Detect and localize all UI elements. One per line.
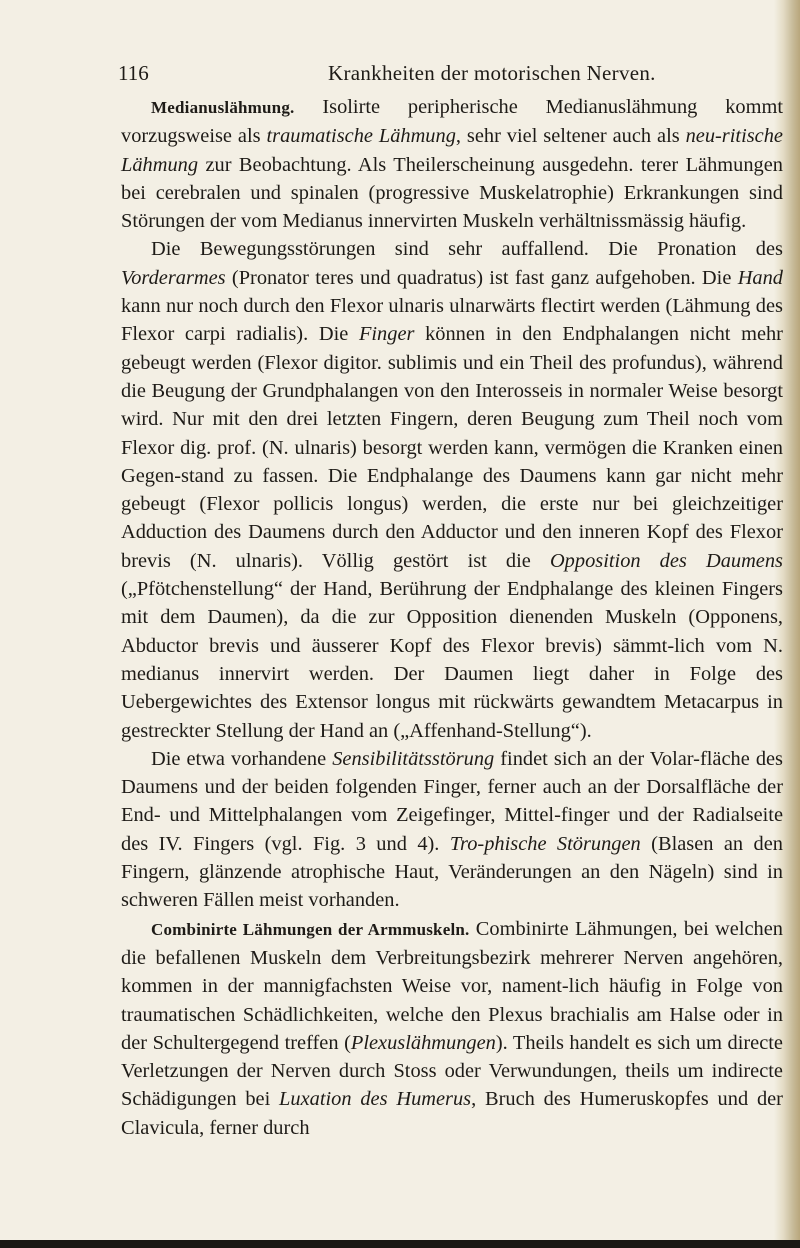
paragraph-medianuslaehmung [121,93,783,235]
sidehead-medianuslaehmung: Medianuslähmung. [151,98,295,117]
text-run: Die Bewegungsstörungen sind sehr auffallend. Die Pronation des [151,238,783,261]
paragraph-bewegungsstoerungen [121,235,783,744]
text-run: Combinirte Lähmungen, bei welchen die befallenen Muskeln dem Verbreitungsbezirk mehrerer Nerven angehören, kommen in der mannigfachsten Weise vor, nament-lich häufig in Folge von traumatischen Schädlichkeiten, welche den Plexus brachialis am Halse oder in der Schultergegend treffen ( [121,917,783,1054]
emphasis-run: Tro-phische Störungen [449,832,641,855]
emphasis-run: Finger [358,323,415,346]
page-number: 116 [118,61,149,85]
text-run: (Blasen an den Fingern, glänzende atrophische Haut, Veränderungen an den Nägeln) sind in schweren Fällen meist vorhanden. [121,832,783,912]
paragraph-combinirte-laehmungen [121,915,783,1142]
text-run: , Bruch des Humeruskopfes und der Clavicula, ferner durch [121,1088,783,1139]
text-run: ). Theils handelt es sich um directe Verletzungen der Nerven durch Stoss oder Verwundungen, theils um indirecte Schädigungen bei [121,1031,783,1111]
emphasis-run: Vorderarmes [121,266,226,289]
emphasis-run: neu-ritische Lähmung [121,125,783,176]
emphasis-run: Sensibilitätsstörung [332,747,495,770]
emphasis-run: Plexuslähmungen [350,1031,496,1054]
text-run: , sehr viel seltener auch als [455,125,686,148]
emphasis-run: Luxation des Humerus [279,1088,472,1111]
page-header [118,58,758,88]
emphasis-run: Hand [737,266,783,289]
text-run: („Pfötchenstellung“ der Hand, Berührung der Endphalange des kleinen Fingers mit dem Daumen), da die zur Opposition dienenden Muskeln (Opponens, Abductor brevis und äusserer Kopf des Flexor brevis) sämmt-lich vom N. medianus innervirt werden. Der Daumen liegt daher in Folge des Uebergewichtes des Extensor longus mit rückwärts gewandtem Metacarpus in gestreckter Stellung der Hand an („Affenhand-Stellung“). [121,578,783,742]
sidehead-combinirte-laehmungen: Combinirte Lähmungen der Armmuskeln. [151,919,470,939]
text-run: kann nur noch durch den Flexor ulnaris ulnarwärts flectirt werden (Lähmung des Flexor carpi radialis). Die [121,295,783,346]
text-run: können in den Endphalangen nicht mehr gebeugt werden (Flexor digitor. sublimis und ein Theil des profundus), während die Beugung der Grundphalangen von den Interosseis in normaler Weise besorgt wird. Nur mit den drei letzten Fingern, deren Beugung zum Theil noch vom Flexor dig. prof. (N. ulnaris) besorgt werden kann, vermögen die Kranken einen Gegen-stand zu fassen. Die Endphalange des Daumens kann gar nicht mehr gebeugt (Flexor pollicis longus) werden, die erste nur bei gleichzeitiger Adduction des Daumens durch den Adductor und den inneren Kopf des Flexor brevis (N. ulnaris). Völlig gestört ist die [121,323,783,572]
text-run: Isolirte peripherische Medianuslähmung kommt vorzugsweise als [121,96,783,148]
text-run: (Pronator teres und quadratus) ist fast ganz aufgehoben. Die [225,266,738,289]
bottom-edge-rule [0,1240,800,1248]
running-title: Krankheiten der motorischen Nerven. [328,61,656,85]
emphasis-run: traumatische Lähmung [266,125,456,148]
emphasis-run: Opposition des Daumens [549,549,783,572]
text-run: findet sich an der Volar-fläche des Daumens und der beiden folgenden Finger, ferner auch an der Dorsalfläche der End- und Mittelphalangen vom Zeigefinger, Mittel-finger und der Radialseite des IV. Fingers (vgl. Fig. 3 und 4). [121,747,783,855]
body-text [121,93,783,1142]
paragraph-sensibilitaet [121,745,783,915]
text-run: zur Beobachtung. Als Theilerscheinung ausgedehn. terer Lähmungen bei cerebralen und spinalen (progressive Muskelatrophie) Erkrankungen sind Störungen der vom Medianus innervirten Muskeln verhältnissmässig häufig. [121,153,783,233]
text-run: Die etwa vorhandene [151,747,333,770]
